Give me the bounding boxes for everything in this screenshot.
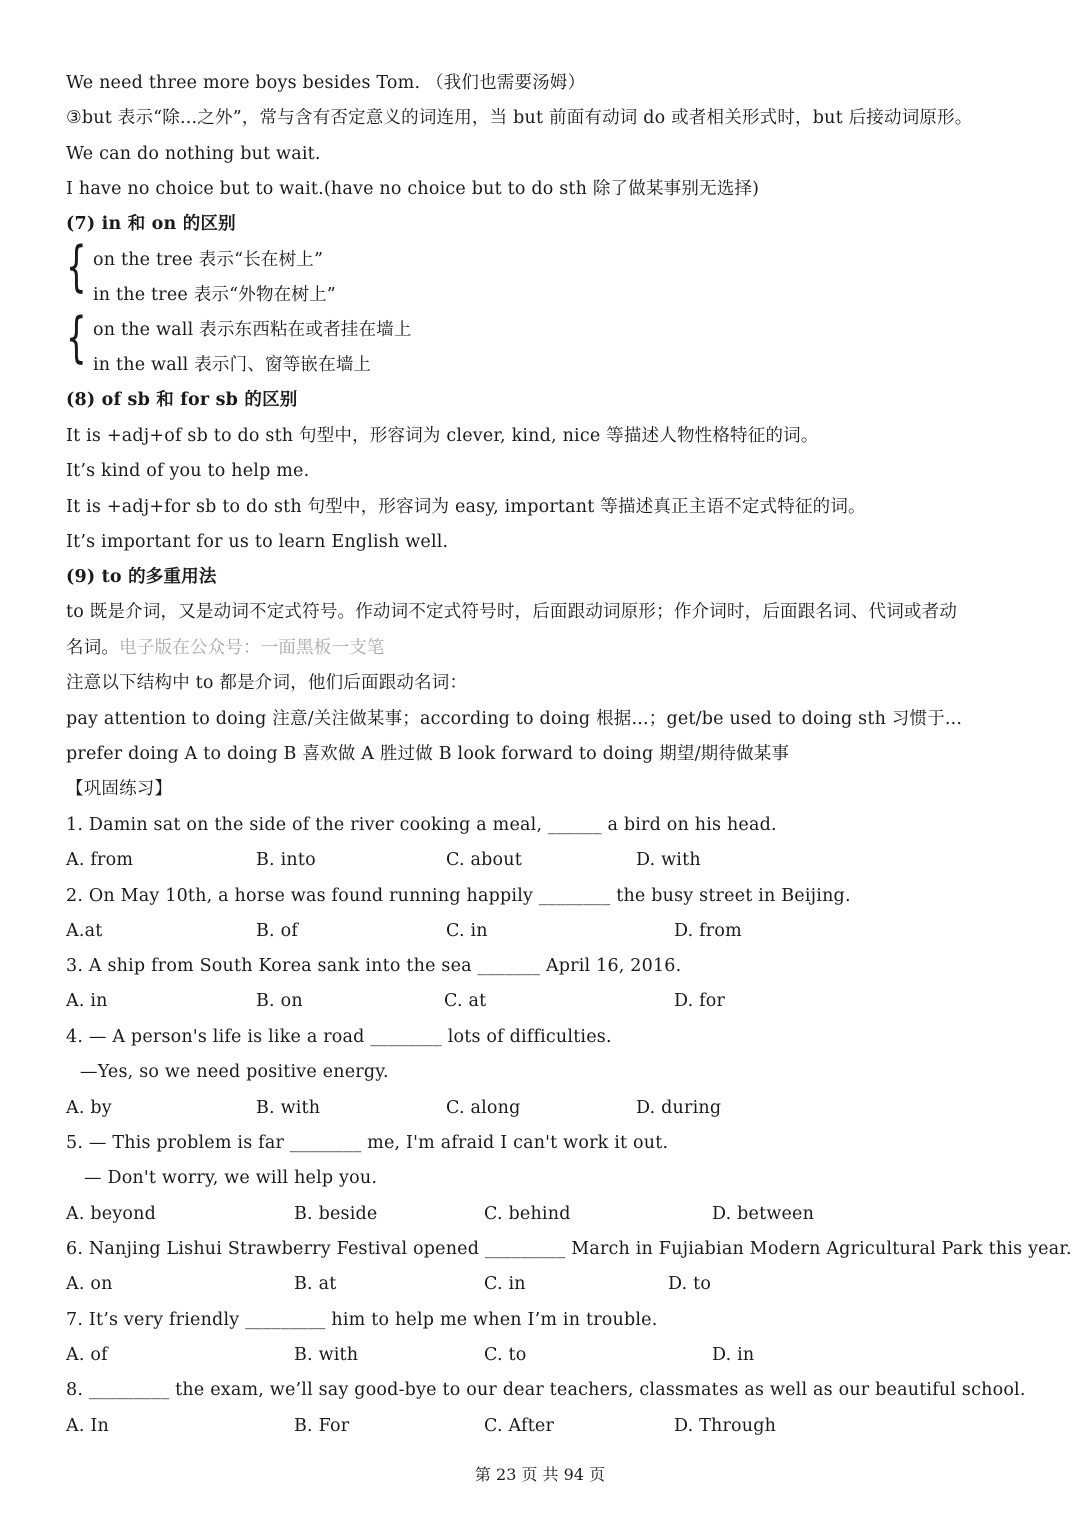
option-a: A. in xyxy=(66,991,108,1011)
option-a: A. In xyxy=(66,1416,109,1436)
option-a: A.at xyxy=(66,921,103,941)
text-line: prefer doing A to doing B 喜欢做 A 胜过做 B look forward to doing 期望/期待做某事 xyxy=(66,744,790,764)
option-c: C. After xyxy=(484,1416,555,1436)
option-d: D. Through xyxy=(674,1416,777,1436)
option-a: A. by xyxy=(66,1098,112,1118)
brace-icon: { xyxy=(66,235,87,298)
option-b: B. at xyxy=(294,1274,337,1294)
text-line xyxy=(66,636,1040,662)
option-d: D. with xyxy=(636,850,701,870)
option-a: A. on xyxy=(66,1274,113,1294)
question-options xyxy=(66,848,1040,874)
question-stem: 2. On May 10th, a horse was found running happily ________ the busy street in Beijing. xyxy=(66,886,851,906)
option-b: B. beside xyxy=(294,1204,378,1224)
text-line: 注意以下结构中 to 都是介词，他们后面跟动名词： xyxy=(66,673,468,693)
text-line: pay attention to doing 注意/关注做某事；according to doing 根据...；get/be used to doing sth 习惯于... xyxy=(66,709,963,729)
question-options xyxy=(66,1343,1040,1369)
option-b: B. on xyxy=(256,991,303,1011)
text-line: in the wall 表示门、窗等嵌在墙上 xyxy=(93,355,372,375)
option-d: D. in xyxy=(712,1345,755,1365)
question-stem: 7. It’s very friendly _________ him to help me when I’m in trouble. xyxy=(66,1310,658,1330)
question-stem: 6. Nanjing Lishui Strawberry Festival opened _________ March in Fujiabian Modern Agricultural Park this year. xyxy=(66,1239,1072,1259)
text-line: on the wall 表示东西粘在或者挂在墙上 xyxy=(93,320,412,340)
question-stem: 4. — A person's life is like a road ________ lots of difficulties. xyxy=(66,1027,612,1047)
text-line: ③but 表示“除...之外”，常与含有否定意义的词连用，当 but 前面有动词 do 或者相关形式时，but 后接动词原形。 xyxy=(66,108,973,128)
option-d: D. to xyxy=(668,1274,712,1294)
question-stem: 8. _________ the exam, we’ll say good-bye to our dear teachers, classmates as well as our beautiful school. xyxy=(66,1380,1026,1400)
text-line: It is +adj+of sb to do sth 句型中，形容词为 clever, kind, nice 等描述人物性格特征的词。 xyxy=(66,426,819,446)
text-line: We need three more boys besides Tom. （我们也需要汤姆） xyxy=(66,73,586,93)
question-options xyxy=(66,1414,1040,1440)
text-line: in the tree 表示“外物在树上” xyxy=(93,285,336,305)
text-fragment: 名词。 xyxy=(66,638,120,658)
question-options xyxy=(66,989,1040,1015)
option-c: C. behind xyxy=(484,1204,571,1224)
question-options xyxy=(66,1096,1040,1122)
option-b: B. For xyxy=(294,1416,350,1436)
text-line: to 既是介词，又是动词不定式符号。作动词不定式符号时，后面跟动词原形；作介词时，后面跟名词、代词或者动 xyxy=(66,602,958,622)
option-c: C. to xyxy=(484,1345,527,1365)
option-c: C. along xyxy=(446,1098,521,1118)
option-a: A. from xyxy=(66,850,134,870)
option-c: C. at xyxy=(444,991,487,1011)
option-d: D. from xyxy=(674,921,742,941)
question-stem: 1. Damin sat on the side of the river cooking a meal, ______ a bird on his head. xyxy=(66,815,777,835)
brace-icon: { xyxy=(66,306,87,369)
option-b: B. into xyxy=(256,850,316,870)
question-stem: 3. A ship from South Korea sank into the sea _______ April 16, 2016. xyxy=(66,956,682,976)
section-heading-9: (9) to 的多重用法 xyxy=(66,567,217,587)
page-footer: 第 23 页 共 94 页 xyxy=(474,1465,606,1484)
option-b: B. with xyxy=(256,1098,321,1118)
question-stem: 5. — This problem is far ________ me, I'm afraid I can't work it out. xyxy=(66,1133,669,1153)
text-line: I have no choice but to wait.(have no choice but to do sth 除了做某事别无选择) xyxy=(66,179,760,199)
text-line: It’s kind of you to help me. xyxy=(66,461,310,481)
text-line: on the tree 表示“长在树上” xyxy=(93,250,324,270)
question-options xyxy=(66,1202,1040,1228)
option-d: D. between xyxy=(712,1204,815,1224)
option-a: A. of xyxy=(66,1345,108,1365)
question-stem-reply: — Don't worry, we will help you. xyxy=(84,1168,378,1188)
question-options xyxy=(66,1272,1040,1298)
practice-heading: 【巩固练习】 xyxy=(66,779,173,799)
watermark-text: 电子版在公众号：一面黑板一支笔 xyxy=(119,638,385,658)
question-options xyxy=(66,919,1040,945)
section-heading-7: (7) in 和 on 的区别 xyxy=(66,214,236,234)
question-stem-reply: —Yes, so we need positive energy. xyxy=(80,1062,389,1082)
text-line: It’s important for us to learn English well. xyxy=(66,532,449,552)
text-line: It is +adj+for sb to do sth 句型中，形容词为 easy, important 等描述真正主语不定式特征的词。 xyxy=(66,497,866,517)
option-c: C. in xyxy=(446,921,488,941)
option-d: D. for xyxy=(674,991,726,1011)
option-b: B. with xyxy=(294,1345,359,1365)
option-d: D. during xyxy=(636,1098,722,1118)
section-heading-8: (8) of sb 和 for sb 的区别 xyxy=(66,390,298,410)
option-c: C. in xyxy=(484,1274,526,1294)
text-line: We can do nothing but wait. xyxy=(66,144,321,164)
option-b: B. of xyxy=(256,921,298,941)
option-a: A. beyond xyxy=(66,1204,157,1224)
option-c: C. about xyxy=(446,850,522,870)
